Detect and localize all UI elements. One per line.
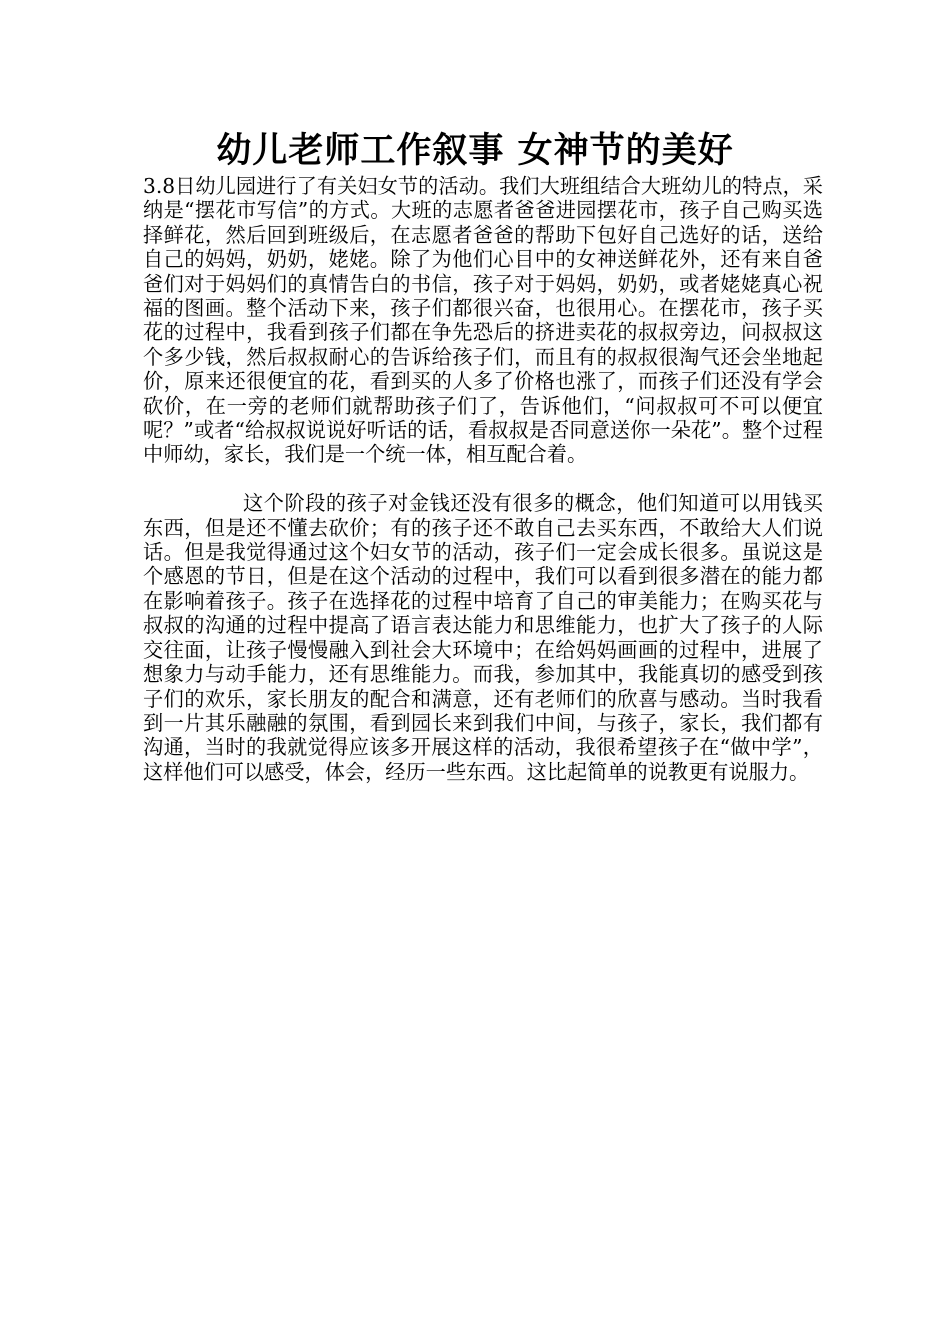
paragraph-2: 这个阶段的孩子对金钱还没有很多的概念，他们知道可以用钱买东西，但是还不懂去砍价；有的孩子还不敢自己去买东西，不敢给大人们说话。但是我觉得通过这个妇女节的活动，孩子们一定会成长很多。虽说这是个感恩的节日，但是在这个活动的过程中，我们可以看到很多潜在的能力都在影响着孩子。孩子在选择花的过程中培育了自己的审美能力；在购买花与叔叔的沟通的过程中提高了语言表达能力和思维能力，也扩大了孩子的人际交往面，让孩子慢慢融入到社会大环境中；在给妈妈画画的过程中，进展了想象力与动手能力，还有思维能力。而我，参加其中，我能真切的感受到孩子们的欢乐，家长朋友的配合和满意，还有老师们的欣喜与感动。当时我看到一片其乐融融的氛围，看到园长来到我们中间，与孩子，家长，我们都有沟通，当时的我就觉得应该多开展这样的活动，我很希望孩子在“做中学”，这样他们可以感受，体会，经历一些东西。这比起简单的说教更有说服力。 <box>143 491 823 784</box>
document-title: 幼儿老师工作叙事 女神节的美好 <box>216 131 734 171</box>
document-body <box>143 174 823 784</box>
paragraph-1: 3.8日幼儿园进行了有关妇女节的活动。我们大班组结合大班幼儿的特点，采纳是“摆花市写信”的方式。大班的志愿者爸爸进园摆花市，孩子自己购买选择鲜花，然后回到班级后，在志愿者爸爸的帮助下包好自己选好的话，送给自己的妈妈，奶奶，姥姥。除了为他们心目中的女神送鲜花外，还有来自爸爸们对于妈妈们的真情告白的书信，孩子对于妈妈，奶奶，或者姥姥真心祝福的图画。整个活动下来，孩子们都很兴奋，也很用心。在摆花市，孩子买花的过程中，我看到孩子们都在争先恐后的挤进卖花的叔叔旁边，问叔叔这个多少钱，然后叔叔耐心的告诉给孩子们，而且有的叔叔很淘气还会坐地起价，原来还很便宜的花，看到买的人多了价格也涨了，而孩子们还没有学会砍价，在一旁的老师们就帮助孩子们了，告诉他们，“问叔叔可不可以便宜呢？”或者“给叔叔说说好听话的话，看叔叔是否同意送你一朵花”。整个过程中师幼，家长，我们是一个统一体，相互配合着。 <box>143 174 823 467</box>
paragraph-gap <box>143 467 823 491</box>
